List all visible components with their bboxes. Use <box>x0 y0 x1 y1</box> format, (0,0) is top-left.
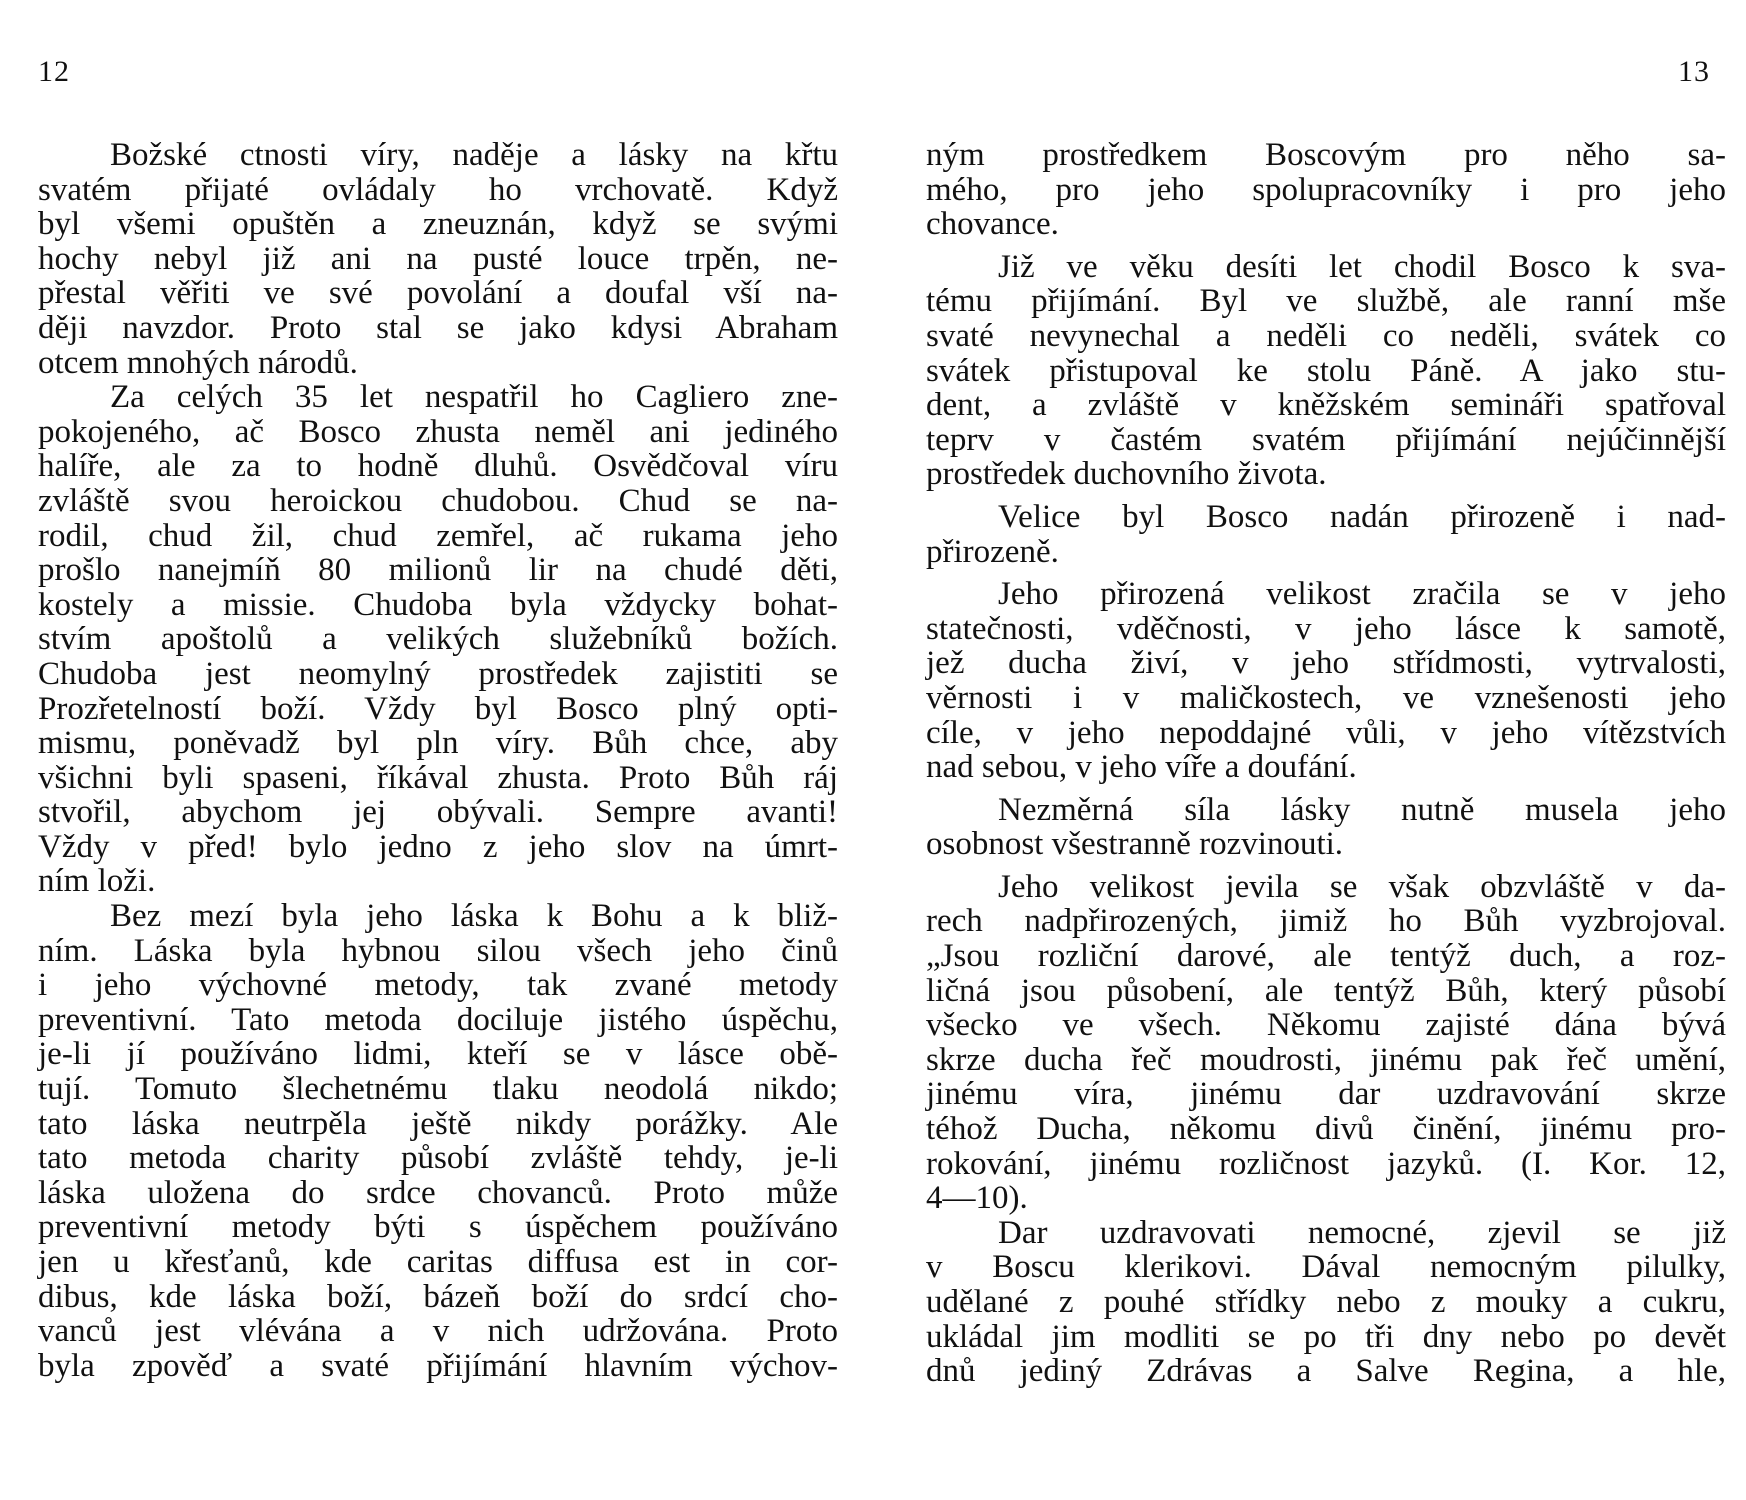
text-line: Vždy v před! bylo jedno z jeho slov na úmrt- <box>38 828 838 865</box>
text-line: i jeho výchovné metody, tak zvané metody <box>38 967 838 1004</box>
text-line: všecko ve všech. Někomu zajisté dána bývá <box>926 1007 1726 1044</box>
text-line: tato metoda charity působí zvláště tehdy, je-li <box>38 1140 838 1177</box>
text-line: Jeho velikost jevila se však obzvláště v da- <box>998 868 1726 905</box>
text-line: statečnosti, vděčnosti, v jeho lásce k samotě, <box>926 610 1726 647</box>
text-line: vanců jest vlévána a v nich udržována. Proto <box>38 1313 838 1350</box>
text-line: je-li jí používáno lidmi, kteří se v lásce obě- <box>38 1036 838 1073</box>
text-line: láska uložena do srdce chovanců. Proto může <box>38 1174 838 1211</box>
text-line: mého, pro jeho spolupracovníky i pro jeho <box>926 171 1726 208</box>
text-line: rokování, jinému rozličnost jazyků. (I. Kor. 12, <box>926 1145 1726 1182</box>
text-line: otcem mnohých národů. <box>38 344 358 381</box>
text-line: svátek přistupoval ke stolu Páně. A jako stu- <box>926 352 1726 389</box>
text-line: mismu, poněvadž byl pln víry. Bůh chce, aby <box>38 725 838 762</box>
text-line: cíle, v jeho nepoddajné vůli, v jeho vítězstvích <box>926 714 1726 751</box>
text-line: ním. Láska byla hybnou silou všech jeho činů <box>38 932 838 969</box>
text-line: tému přijímání. Byl ve službě, ale ranní mše <box>926 283 1726 320</box>
text-line: všichni byli spaseni, říkával zhusta. Proto Bůh ráj <box>38 759 838 796</box>
text-line: přestal věřiti ve své povolání a doufal vší na- <box>38 275 838 312</box>
text-line: Za celých 35 let nespatřil ho Cagliero zne- <box>110 379 838 416</box>
text-line: pokojeného, ač Bosco zhusta neměl ani jediného <box>38 413 838 450</box>
text-line: udělané z pouhé střídky nebo z mouky a cukru, <box>926 1284 1726 1320</box>
text-line: dibus, kde láska boží, bázeň boží do srdcí cho- <box>38 1278 838 1315</box>
text-line: chovance. <box>926 206 1059 243</box>
text-line: svaté nevynechal a neděli co neděli, svátek co <box>926 317 1726 354</box>
text-line: rodil, chud žil, chud zemřel, ač rukama jeho <box>38 517 838 554</box>
text-column-right <box>926 138 1726 1389</box>
text-line: prošlo nanejmíň 80 milionů lir na chudé děti, <box>38 552 838 589</box>
text-line: dent, a zvláště v kněžském semináři spatřoval <box>926 387 1726 424</box>
text-line: dnů jediný Zdrávas a Salve Regina, a hle, <box>926 1353 1726 1390</box>
text-line: prostředek duchovního života. <box>926 456 1327 493</box>
text-line: tují. Tomuto šlechetnému tlaku neodolá nikdo; <box>38 1071 838 1108</box>
text-line: byla zpověď a svaté přijímání hlavním výchov- <box>38 1347 838 1384</box>
text-line: ličná jsou působení, ale tentýž Bůh, který působí <box>926 972 1726 1009</box>
text-line: Bez mezí byla jeho láska k Bohu a k bliž- <box>110 898 838 935</box>
text-line: jinému víra, jinému dar uzdravování skrze <box>926 1076 1726 1113</box>
text-line: Již ve věku desíti let chodil Bosco k sva- <box>998 248 1726 285</box>
text-line: ním loži. <box>38 863 156 900</box>
text-line: „Jsou rozliční darové, ale tentýž duch, a roz- <box>926 938 1726 975</box>
text-line: teprv v častém svatém přijímání nejúčinnější <box>926 421 1726 458</box>
text-line: halíře, ale za to hodně dluhů. Osvědčoval víru <box>38 448 838 485</box>
text-line: hochy nebyl již ani na pusté louce trpěn, ne- <box>38 240 838 277</box>
text-line: jež ducha živí, v jeho střídmosti, vytrvalosti, <box>926 645 1726 682</box>
text-line: v Boscu klerikovi. Dával nemocným pilulky, <box>926 1249 1726 1286</box>
text-line: kostely a missie. Chudoba byla vždycky bohat- <box>38 586 838 623</box>
text-line: ději navzdor. Proto stal se jako kdysi Abraham <box>38 309 838 346</box>
text-line: jen u křesťanů, kde caritas diffusa est in cor- <box>38 1244 838 1280</box>
text-line: téhož Ducha, někomu divů činění, jinému pro- <box>926 1111 1726 1148</box>
text-line: Jeho přirozená velikost zračila se v jeho <box>998 576 1726 613</box>
text-line: ným prostředkem Boscovým pro něho sa- <box>926 137 1726 173</box>
text-line: rech nadpřirozených, jimiž ho Bůh vyzbrojoval. <box>926 903 1726 940</box>
text-line: nad sebou, v jeho víře a doufání. <box>926 749 1357 786</box>
text-line: 4—10). <box>926 1180 1028 1217</box>
text-line: ukládal jim modliti se po tři dny nebo po devět <box>926 1318 1726 1355</box>
text-line: preventivní metody býti s úspěchem používáno <box>38 1209 838 1246</box>
text-line: byl všemi opuštěn a zneuznán, když se svými <box>38 206 838 243</box>
text-line: preventivní. Tato metoda dociluje jistého úspěchu, <box>38 1001 838 1038</box>
text-line: přirozeně. <box>926 533 1059 570</box>
text-line: osobnost všestranně rozvinouti. <box>926 826 1344 863</box>
text-line: svatém přijaté ovládaly ho vrchovatě. Když <box>38 171 838 208</box>
text-line: Velice byl Bosco nadán přirozeně i nad- <box>998 498 1726 535</box>
text-line: tato láska neutrpěla ještě nikdy porážky. Ale <box>38 1105 838 1142</box>
text-line: stvím apoštolů a velikých služebníků božích. <box>38 621 838 658</box>
text-line: zvláště svou heroickou chudobou. Chud se na- <box>38 482 838 519</box>
text-line: Dar uzdravovati nemocné, zjevil se již <box>998 1214 1726 1251</box>
text-line: Prozřetelností boží. Vždy byl Bosco plný opti- <box>38 690 838 727</box>
page-number-right: 13 <box>1678 55 1710 88</box>
page-number-left: 12 <box>38 55 70 88</box>
text-line: skrze ducha řeč moudrosti, jinému pak řeč umění, <box>926 1041 1726 1078</box>
text-column-left <box>38 138 838 1383</box>
text-line: stvořil, abychom jej obývali. Sempre avanti! <box>38 794 838 831</box>
text-line: Chudoba jest neomylný prostředek zajistiti se <box>38 655 838 692</box>
text-line: Božské ctnosti víry, naděje a lásky na křtu <box>110 137 838 173</box>
text-line: věrnosti i v maličkostech, ve vznešenosti jeho <box>926 679 1726 716</box>
text-line: Nezměrná síla lásky nutně musela jeho <box>998 791 1726 828</box>
